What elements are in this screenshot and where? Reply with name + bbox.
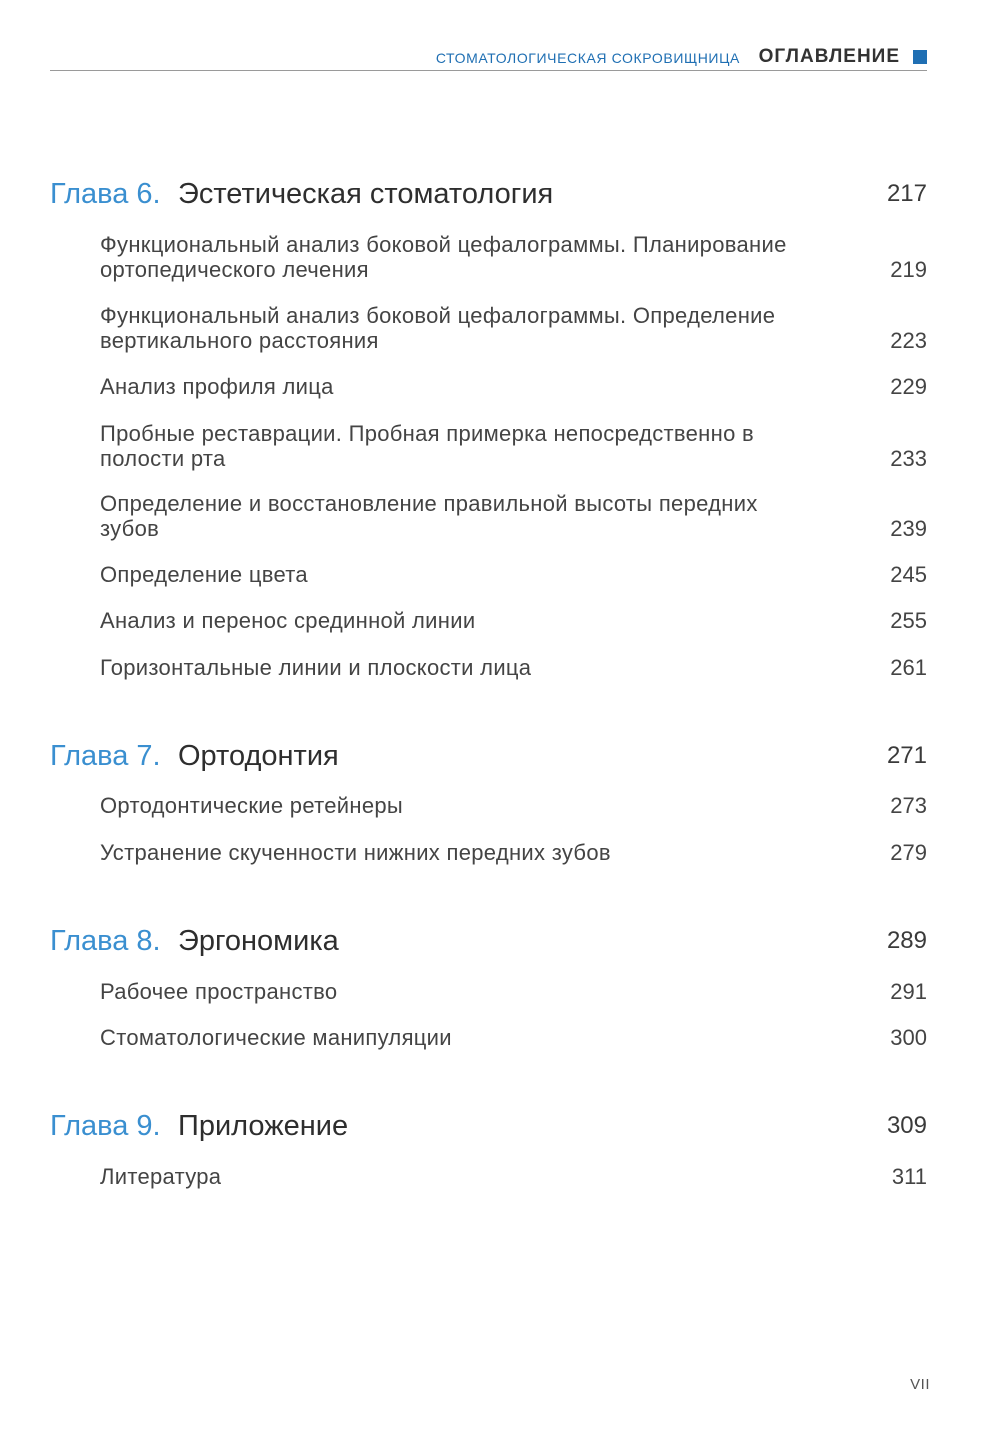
page-number: VII bbox=[910, 1376, 930, 1393]
entry-title: Определение цвета bbox=[100, 562, 308, 587]
entry-title: Функциональный анализ боковой цефалограммы. Планирование ортопедического лечения bbox=[100, 232, 787, 282]
entry-page-number: 279 bbox=[890, 840, 927, 865]
chapter-page-number: 309 bbox=[886, 1112, 927, 1139]
section-title: ОГЛАВЛЕНИЕ bbox=[758, 46, 900, 67]
toc-entry[interactable] bbox=[100, 491, 927, 541]
entry-title: Устранение скученности нижних передних зубов bbox=[100, 840, 611, 865]
entry-page-number: 291 bbox=[890, 979, 927, 1004]
toc-entry[interactable] bbox=[100, 979, 927, 1004]
chapter-label: Глава 6. bbox=[50, 178, 161, 210]
chapter-heading[interactable] bbox=[50, 925, 927, 965]
entry-title: Стоматологические манипуляции bbox=[100, 1025, 452, 1050]
toc-entry[interactable] bbox=[100, 303, 927, 353]
entry-page-number: 311 bbox=[891, 1164, 927, 1189]
entry-title: Горизонтальные линии и плоскости лица bbox=[100, 655, 532, 680]
book-title: СТОМАТОЛОГИЧЕСКАЯ СОКРОВИЩНИЦА bbox=[435, 50, 740, 66]
entry-page-number: 223 bbox=[890, 328, 927, 353]
entry-page-number: 233 bbox=[890, 446, 927, 471]
chapter-title: Эстетическая стоматология bbox=[178, 178, 554, 210]
entry-title: Определение и восстановление правильной высоты передних зубов bbox=[100, 491, 758, 541]
entry-title: Функциональный анализ боковой цефалограммы. Определение вертикального расстояния bbox=[100, 303, 776, 353]
chapter-heading[interactable] bbox=[50, 1110, 927, 1150]
toc-entry[interactable] bbox=[100, 840, 927, 865]
toc-entry[interactable] bbox=[100, 374, 927, 399]
entry-page-number: 239 bbox=[890, 516, 927, 541]
entry-title: Ортодонтические ретейнеры bbox=[100, 793, 404, 818]
chapter-heading[interactable] bbox=[50, 178, 927, 218]
running-header bbox=[50, 44, 927, 71]
entry-title: Литература bbox=[100, 1164, 222, 1189]
toc-entry[interactable] bbox=[100, 1164, 927, 1189]
chapter-title: Эргономика bbox=[178, 925, 339, 957]
toc-entry[interactable] bbox=[100, 655, 927, 680]
entry-page-number: 229 bbox=[890, 374, 927, 399]
toc-entry[interactable] bbox=[100, 562, 927, 587]
entry-title: Анализ и перенос срединной линии bbox=[100, 608, 476, 633]
entry-page-number: 219 bbox=[890, 257, 927, 282]
chapter-title: Приложение bbox=[178, 1110, 349, 1142]
toc-entry[interactable] bbox=[100, 1025, 927, 1050]
entry-page-number: 261 bbox=[890, 655, 927, 680]
entry-page-number: 245 bbox=[890, 562, 927, 587]
toc-entry[interactable] bbox=[100, 793, 927, 818]
chapter-title: Ортодонтия bbox=[178, 740, 339, 772]
chapter-page-number: 289 bbox=[886, 927, 927, 954]
toc-entry[interactable] bbox=[100, 421, 927, 471]
chapter-label: Глава 9. bbox=[50, 1110, 161, 1142]
entry-title: Анализ профиля лица bbox=[100, 374, 334, 399]
chapter-heading[interactable] bbox=[50, 740, 927, 780]
chapter-page-number: 271 bbox=[886, 742, 927, 769]
entry-title: Рабочее пространство bbox=[100, 979, 338, 1004]
entry-page-number: 300 bbox=[890, 1025, 927, 1050]
entry-page-number: 273 bbox=[890, 793, 927, 818]
toc-entry[interactable] bbox=[100, 232, 927, 282]
section-marker-icon bbox=[913, 50, 927, 64]
chapter-label: Глава 8. bbox=[50, 925, 161, 957]
chapter-label: Глава 7. bbox=[50, 740, 161, 772]
entry-title: Пробные реставрации. Пробная примерка непосредственно в полости рта bbox=[100, 421, 755, 471]
chapter-page-number: 217 bbox=[886, 180, 927, 207]
toc-entry[interactable] bbox=[100, 608, 927, 633]
entry-page-number: 255 bbox=[890, 608, 927, 633]
